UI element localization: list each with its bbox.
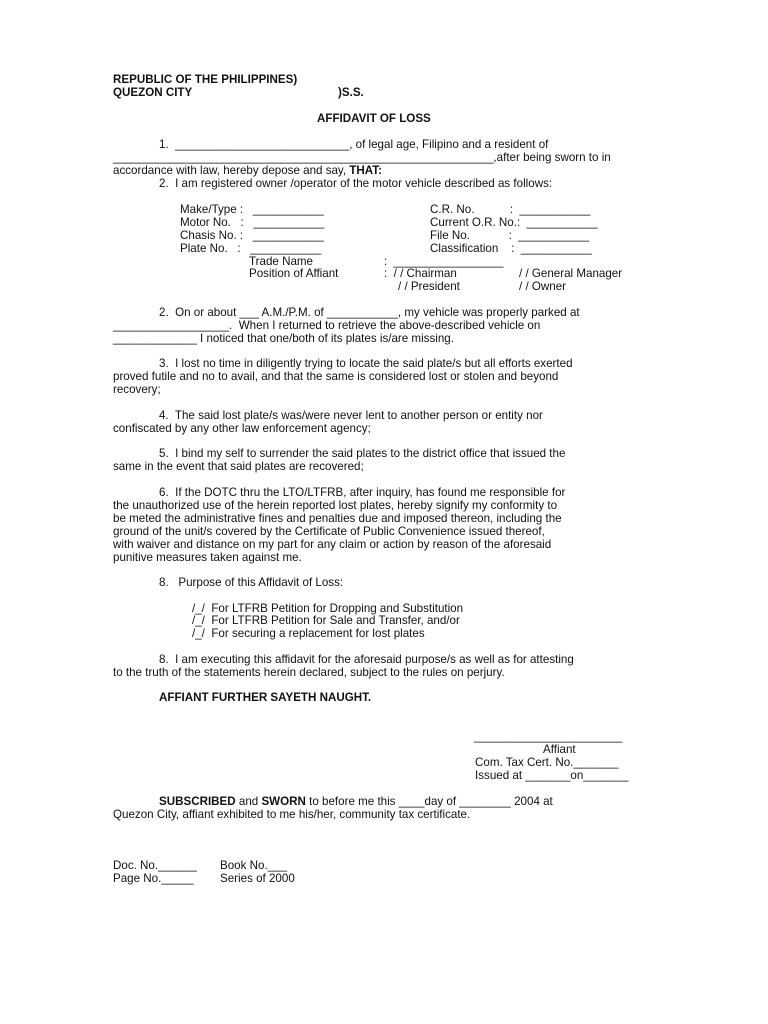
p6-line2: the unauthorized use of the herein reported lost plates, hereby signify my conformity to [113, 499, 558, 512]
position-owner: / / Owner [519, 280, 567, 293]
p3-line1: 3. I lost no time in diligently trying to locate the said plate/s but all efforts exerted [159, 357, 573, 370]
p8-intro: 8. Purpose of this Affidavit of Loss: [159, 576, 344, 589]
jurat-and: and [235, 795, 262, 808]
purpose-replacement: /_/ For securing a replacement for lost plates [192, 627, 425, 640]
field-file-no: File No. : ___________ [430, 229, 590, 242]
p6-line6: punitive measures taken against me. [113, 551, 302, 564]
position-chairman: : / / Chairman [384, 267, 457, 280]
p3-line2: proved futile and no to avail, and that the same is considered lost or stolen and beyond [113, 370, 559, 383]
jurat-line1 [159, 795, 553, 808]
trade-name-value: : _________________ [384, 255, 504, 268]
field-classification: Classification : ___________ [430, 242, 592, 255]
jurat-sworn: SWORN [261, 795, 306, 808]
affiant-label: Affiant [543, 743, 576, 756]
p2-intro: 2. I am registered owner /operator of the motor vehicle described as follows: [159, 177, 553, 190]
p5-line2: same in the event that said plates are recovered; [113, 460, 364, 473]
trade-name-label: Trade Name [249, 255, 314, 268]
p1-line1: 1. ___________________________, of legal age, Filipino and a resident of [159, 138, 549, 151]
p1-that: THAT: [349, 164, 382, 177]
position-label: Position of Affiant [249, 267, 339, 280]
jurat-line2: Quezon City, affiant exhibited to me his/her, community tax certificate. [113, 808, 471, 821]
p1-line2: ___________________________________________________________,after being sworn to in [113, 151, 611, 164]
p5-line1: 5. I bind my self to surrender the said plates to the district office that issued the [159, 447, 566, 460]
jurat-rest: to before me this ____day of ________ 2004 at [305, 795, 553, 808]
p6-line3: be meted the administrative fines and penalties due and imposed thereon, including the [113, 512, 562, 525]
p4-line2: confiscated by any other law enforcement agency; [113, 422, 371, 435]
document-title: AFFIDAVIT OF LOSS [317, 112, 431, 125]
field-cr-no: C.R. No. : ___________ [430, 203, 591, 216]
book-no: Book No.___ [220, 859, 288, 872]
jurat-subscribed: SUBSCRIBED [159, 795, 236, 808]
purpose-dropping-substitution: /_/ For LTFRB Petition for Dropping and Substitution [192, 602, 464, 615]
p4-line1: 4. The said lost plate/s was/were never lent to another person or entity nor [159, 409, 543, 422]
p6-line1: 6. If the DOTC thru the LTO/LTFRB, after inquiry, has found me responsible for [159, 486, 566, 499]
p8b-line1: 8. I am executing this affidavit for the aforesaid purpose/s as well as for attesting [159, 653, 574, 666]
p8b-line2: to the truth of the statements herein declared, subject to the rules on perjury. [113, 666, 505, 679]
p3-line3: recovery; [113, 383, 161, 396]
field-motor-no: Motor No. : ___________ [180, 216, 325, 229]
p1-line3-text: accordance with law, hereby depose and say, [113, 164, 350, 177]
field-current-or-no: Current O.R. No.: ___________ [430, 216, 598, 229]
purpose-sale-transfer: /_/ For LTFRB Petition for Sale and Transfer, and/or [192, 614, 460, 627]
p2b-line3: _____________ I noticed that one/both of its plates is/are missing. [113, 332, 454, 345]
position-general-manager: / / General Manager [519, 267, 623, 280]
closing-statement: AFFIANT FURTHER SAYETH NAUGHT. [159, 691, 372, 704]
city-heading: QUEZON CITY [113, 86, 193, 99]
p2b-line1: 2. On or about ___ A.M./P.M. of ___________, my vehicle was properly parked at [159, 306, 580, 319]
series-no: Series of 2000 [220, 872, 295, 885]
issued-at: Issued at _______on_______ [475, 769, 629, 782]
p6-line4: ground of the unit/s covered by the Certificate of Public Convenience issued thereof, [113, 525, 545, 538]
field-chasis-no: Chasis No. : ___________ [180, 229, 324, 242]
p1-line3 [113, 164, 382, 177]
position-president: / / President [398, 280, 460, 293]
p6-line5: with waiver and distance on my part for any claim or action by reason of the aforesaid [113, 538, 552, 551]
com-tax-cert: Com. Tax Cert. No._______ [475, 756, 619, 769]
republic-heading: REPUBLIC OF THE PHILIPPINES) [113, 73, 298, 86]
p2b-line2: __________________. When I returned to retrieve the above-described vehicle on [113, 319, 541, 332]
doc-no: Doc. No.______ [113, 859, 197, 872]
page-no: Page No._____ [113, 872, 194, 885]
field-plate-no: Plate No. : ___________ [180, 242, 322, 255]
ss-mark: )S.S. [338, 86, 364, 99]
field-make-type: Make/Type : ___________ [180, 203, 324, 216]
signature-line: _______________________ [474, 730, 623, 743]
